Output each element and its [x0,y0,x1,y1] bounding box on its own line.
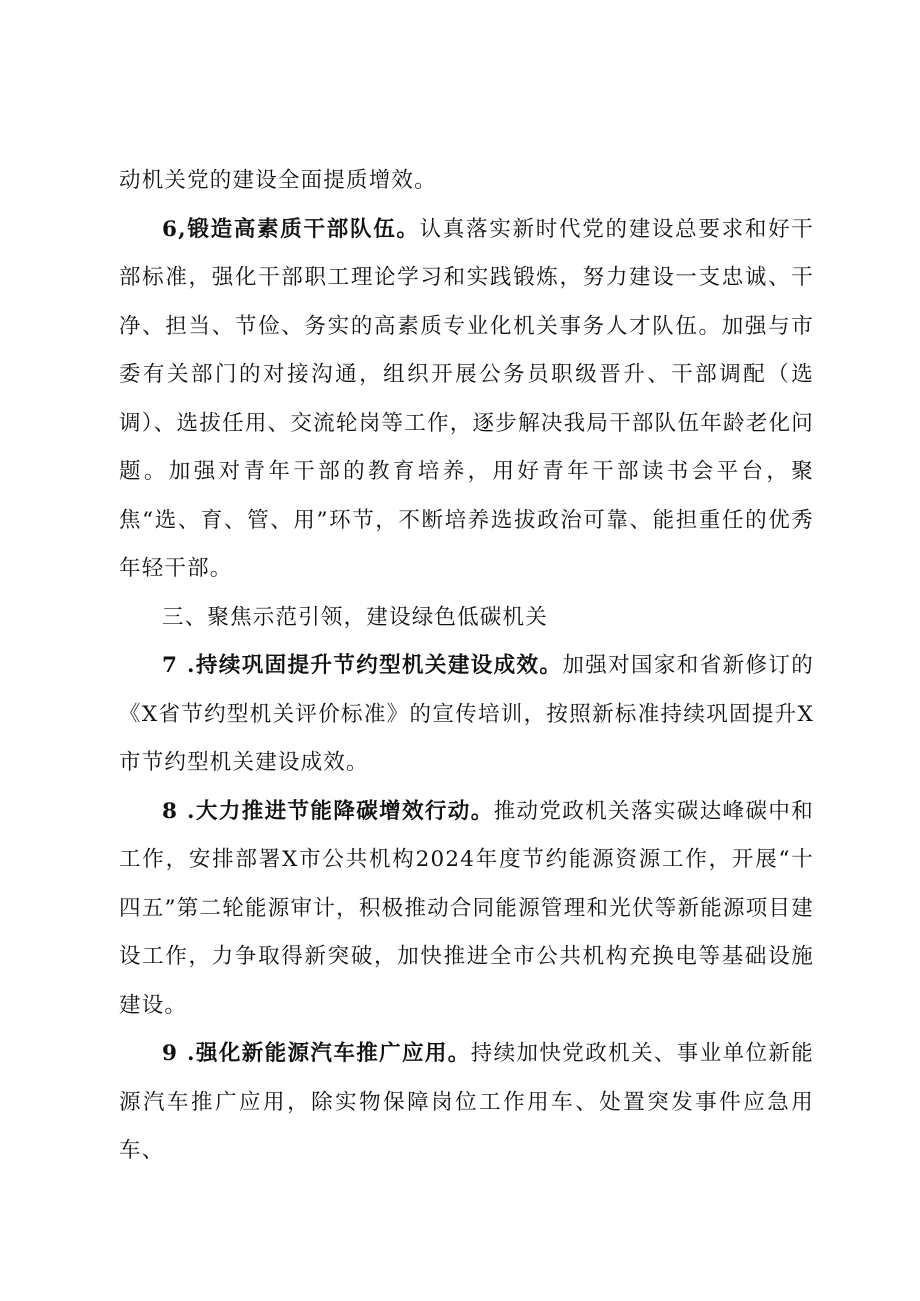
paragraph-continuation [119,157,814,206]
paragraph-text: 动机关党的建设全面提质增效。 [119,168,437,193]
item-8-lead: 8 .大力推进节能降碳增效行动。 [162,798,494,824]
item-6-lead: 6,锻造高素质干部队伍。 [162,216,420,242]
item-7-lead: 7 .持续巩固提升节约型机关建设成效。 [162,653,563,678]
item-9-text: 持续加快党政机关、事业单位新能源汽车推广应用，除实物保障岗位工作用车、处置突发事件应急用车、 [119,1041,814,1163]
item-8-text: 推动党政机关落实碳达峰碳中和工作，安排部署X市公共机构2024年度节约能源资源工作，开展“十四五”第二轮能源审计，积极推动合同能源管理和光伏等新能源项目建设工作，力争取得新突破，加快推进全市公共机构充换电等基础设施建设。 [119,798,814,1018]
item-6-text: 认真落实新时代党的建设总要求和好干部标准，强化干部职工理论学习和实践锻炼，努力建设一支忠诚、干净、担当、节俭、务实的高素质专业化机关事务人才队伍。加强与市委有关部门的对接沟通，组织开展公务员职级晋升、干部调配（选调）、选拔任用、交流轮岗等工作，逐步解决我局干部队伍年龄老化问题。加强对青年干部的教育培养，用好青年干部读书会平台，聚焦“选、育、管、用”环节，不断培养选拔政治可靠、能担重任的优秀年轻干部。 [119,216,814,581]
paragraph-item-9 [119,1030,814,1176]
section-heading-text: 三、聚焦示范引领，建设绿色低碳机关 [162,604,548,630]
item-9-lead: 9 .强化新能源汽车推广应用。 [162,1041,471,1066]
paragraph-item-6 [119,206,814,594]
paragraph-item-7 [119,642,814,788]
section-heading-3 [119,594,814,643]
paragraph-item-8 [119,788,814,1031]
item-7-text: 加强对国家和省新修订的《X省节约型机关评价标准》的宣传培训，按照新标准持续巩固提升X市节约型机关建设成效。 [119,653,815,775]
